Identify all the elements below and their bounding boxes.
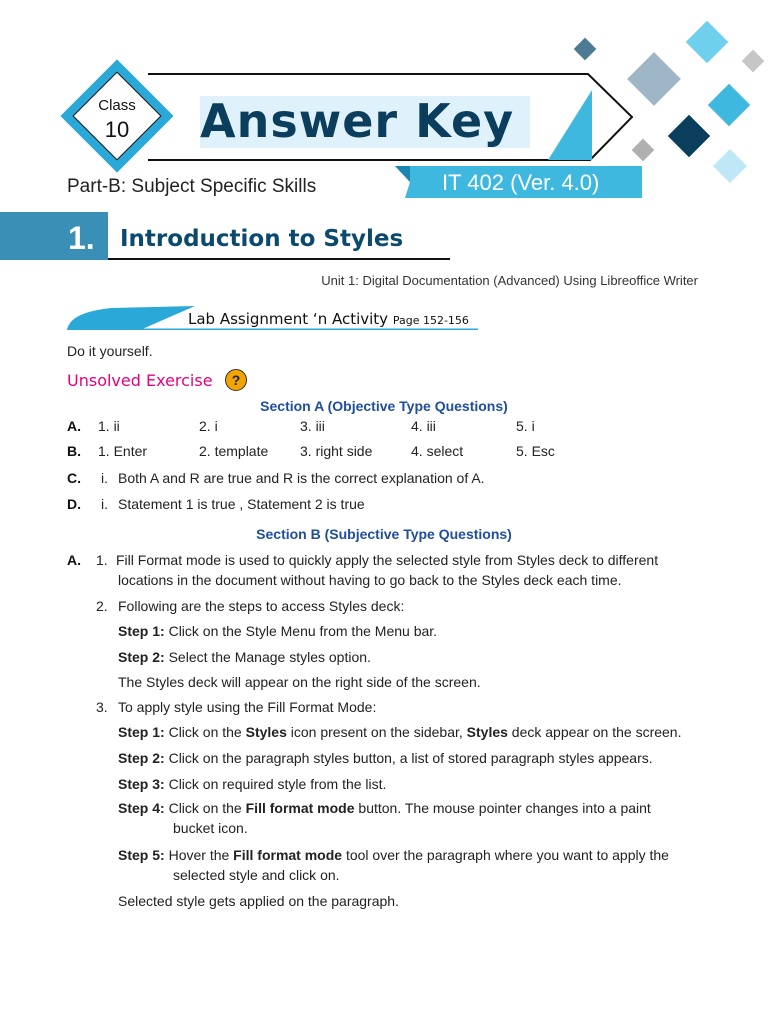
- question-icon: ?: [225, 369, 247, 391]
- lab-swoosh: [67, 306, 195, 330]
- step-label: Step 1:: [118, 623, 165, 639]
- q3-step: [118, 800, 651, 816]
- step-continuation: bucket icon.: [173, 820, 248, 836]
- q2-step: [118, 623, 437, 639]
- row-b-item: 2. template: [199, 443, 269, 459]
- q2-outro: The Styles deck will appear on the right side of the screen.: [118, 674, 481, 690]
- step-emphasis: Styles: [245, 724, 287, 740]
- step-emphasis: Styles: [466, 724, 508, 740]
- row-a-item: 2. i: [199, 418, 218, 434]
- row-a-item: 4. iii: [411, 418, 436, 434]
- row-a-item: 1. ii: [98, 418, 120, 434]
- row-a-label: A.: [67, 418, 81, 434]
- step-text: Click on required style from the list.: [168, 776, 387, 792]
- step-text: Hover the: [168, 847, 234, 863]
- step-text: button. The mouse pointer changes into a paint: [354, 800, 651, 816]
- part-label: Part-B: Subject Specific Skills: [67, 176, 317, 197]
- row-c-text: Both A and R are true and R is the correct explanation of A.: [118, 470, 485, 486]
- step-text: deck appear on the screen.: [507, 724, 682, 740]
- q2-intro: Following are the steps to access Styles deck:: [118, 598, 405, 614]
- row-b-label: B.: [67, 443, 81, 459]
- row-b-item: 1. Enter: [98, 443, 148, 459]
- q3-step: [118, 776, 386, 792]
- step-text: Click on the: [168, 724, 246, 740]
- q1-line: locations in the document without having to go back to the Styles deck each time.: [118, 572, 622, 588]
- step-text: Click on the: [168, 800, 246, 816]
- q2-step: [118, 649, 371, 665]
- q3-number: 3.: [96, 699, 108, 715]
- step-emphasis: Fill format mode: [233, 847, 343, 863]
- course-code: IT 402 (Ver. 4.0): [442, 170, 600, 195]
- row-d-num: i.: [101, 496, 108, 512]
- lab-title: Lab Assignment ‘n Activity: [188, 310, 389, 328]
- q1-line: Fill Format mode is used to quickly apply the selected style from Styles deck to different: [116, 552, 659, 568]
- q2-number: 2.: [96, 598, 108, 614]
- q1-number: 1.: [96, 552, 108, 568]
- step-label: Step 5:: [118, 847, 165, 863]
- row-b-item: 3. right side: [300, 443, 373, 459]
- q3-step: [118, 847, 669, 863]
- step-label: Step 1:: [118, 724, 165, 740]
- row-b-item: 5. Esc: [516, 443, 555, 459]
- step-text: Click on the paragraph styles button, a list of stored paragraph styles appears.: [168, 750, 653, 766]
- step-text: Select the Manage styles option.: [168, 649, 371, 665]
- step-label: Step 4:: [118, 800, 165, 816]
- lab-note: Do it yourself.: [67, 343, 153, 359]
- row-a-item: 5. i: [516, 418, 535, 434]
- q3-step: [118, 724, 681, 740]
- chapter-number: 1.: [68, 220, 95, 256]
- section-a-heading: Section A (Objective Type Questions): [260, 398, 508, 414]
- step-emphasis: Fill format mode: [245, 800, 355, 816]
- section-b-heading: Section B (Subjective Type Questions): [256, 526, 512, 542]
- row-d-text: Statement 1 is true , Statement 2 is true: [118, 496, 365, 512]
- class-label: Class: [98, 97, 136, 114]
- row-d-label: D.: [67, 496, 81, 512]
- q3-step: [118, 750, 653, 766]
- q3-intro: To apply style using the Fill Format Mode:: [118, 699, 377, 715]
- row-b-item: 4. select: [411, 443, 464, 459]
- step-continuation: selected style and click on.: [173, 867, 340, 883]
- lab-heading: [188, 310, 469, 328]
- page-title: Answer Key: [200, 96, 530, 148]
- chapter-title: Introduction to Styles: [120, 226, 404, 252]
- row-c-num: i.: [101, 470, 108, 486]
- step-text: tool over the paragraph where you want to apply the: [342, 847, 669, 863]
- q3-outro: Selected style gets applied on the paragraph.: [118, 893, 399, 909]
- unsolved-heading: Unsolved Exercise: [67, 371, 213, 390]
- row-c-label: C.: [67, 470, 81, 486]
- section-b-label: A.: [67, 552, 81, 568]
- step-text: Click on the Style Menu from the Menu bar.: [168, 623, 438, 639]
- row-a-item: 3. iii: [300, 418, 325, 434]
- lab-pages: Page 152-156: [392, 314, 469, 327]
- class-number: 10: [104, 117, 130, 142]
- step-label: Step 2:: [118, 750, 165, 766]
- step-label: Step 2:: [118, 649, 165, 665]
- step-label: Step 3:: [118, 776, 165, 792]
- step-text: icon present on the sidebar,: [286, 724, 467, 740]
- unit-subtitle: Unit 1: Digital Documentation (Advanced) Using Libreoffice Writer: [321, 273, 698, 288]
